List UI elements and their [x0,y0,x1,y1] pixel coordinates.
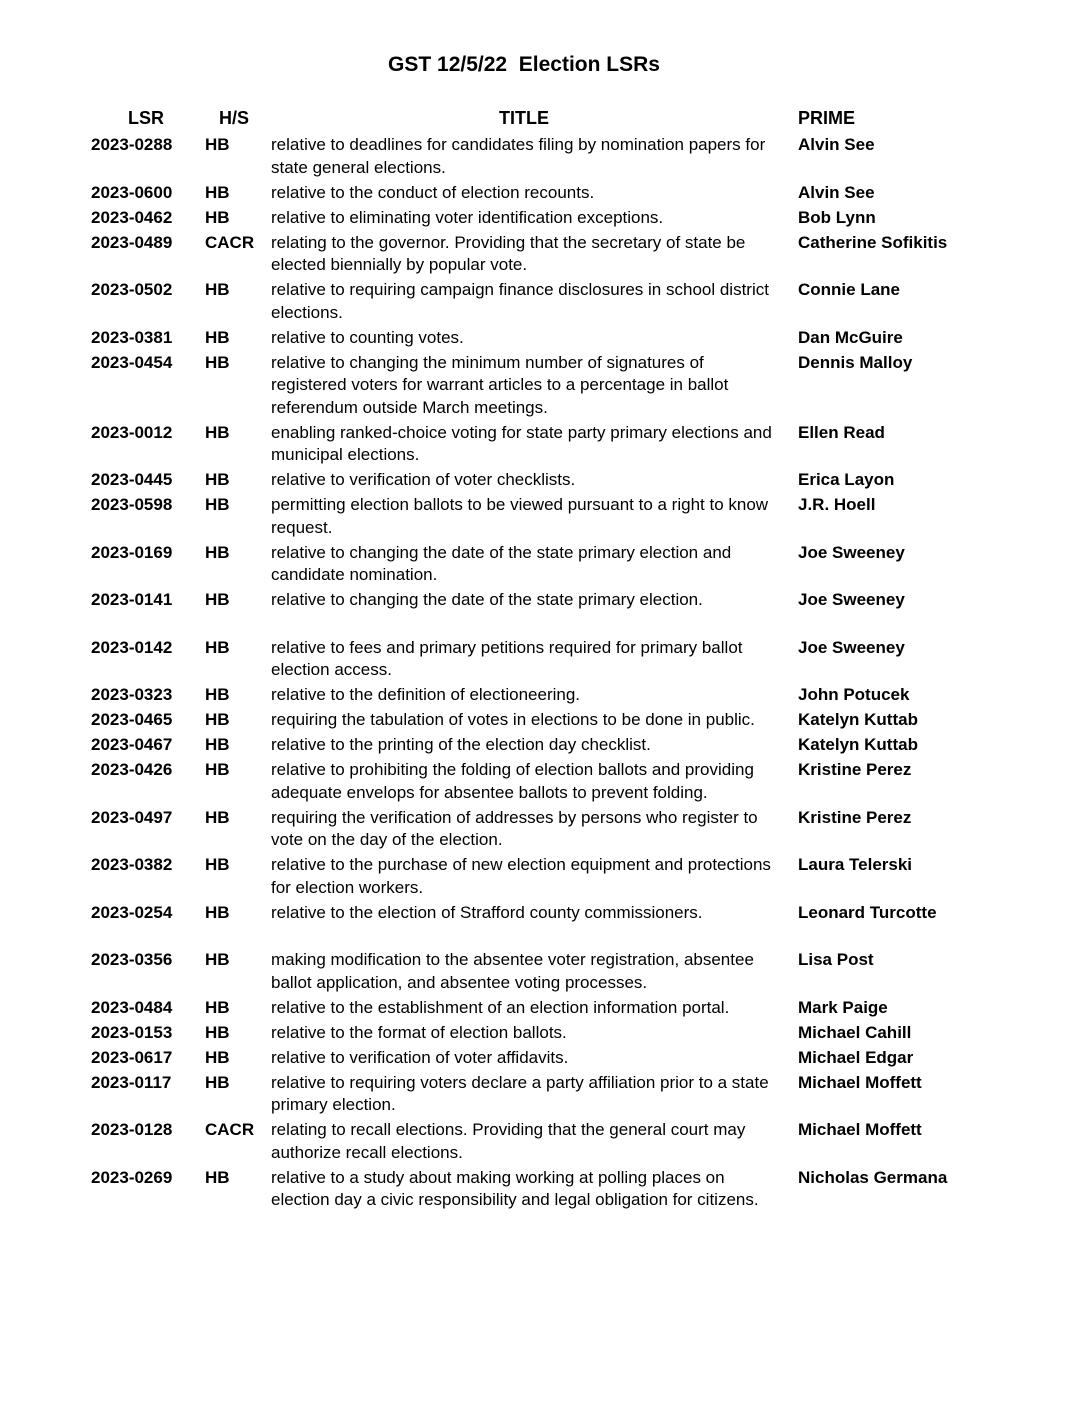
prime-cell: Katelyn Kuttab [798,710,918,729]
lsr-cell: 2023-0141 [91,590,173,609]
table-row [0,854,1088,902]
prime-cell: Nicholas Germana [798,1167,948,1187]
title-cell: relative to fees and primary petitions required for primary ballot election access. [271,637,743,679]
prime-cell: Alvin See [798,182,875,202]
table-row [0,494,1088,542]
table-row [0,589,1088,637]
title-cell: relative to the format of election ballots. [271,1022,567,1042]
title-cell: relative to counting votes. [271,327,464,347]
hs-cell: HB [205,352,230,372]
hs-cell: HB [205,1072,230,1092]
lsr-cell: 2023-0462 [91,207,173,227]
prime-cell: Catherine Sofikitis [798,232,948,252]
prime-cell: Alvin See [798,135,875,154]
column-header-hs: H/S [219,108,250,128]
prime-cell: Dennis Malloy [798,352,913,372]
table-row [0,1119,1088,1167]
title-cell: requiring the tabulation of votes in elections to be done in public. [271,710,755,729]
hs-cell: HB [205,135,230,154]
lsr-cell: 2023-0465 [91,710,173,729]
hs-cell: CACR [205,232,255,252]
title-cell: relative to eliminating voter identification exceptions. [271,207,664,227]
table-row [0,182,1088,207]
hs-cell: HB [205,1047,230,1067]
title-cell: relative to the conduct of election recounts. [271,182,595,202]
hs-cell: HB [205,590,230,609]
lsr-cell: 2023-0381 [91,327,173,347]
prime-cell: Dan McGuire [798,327,903,347]
title-cell: relative to the printing of the election day checklist. [271,735,651,754]
title-cell: relative to the establishment of an election information portal. [271,997,730,1017]
title-cell: relating to the governor. Providing that the secretary of state be elected biennially by popular vote. [271,232,746,274]
title-cell: making modification to the absentee voter registration, absentee ballot application, and absentee voting processes. [271,950,754,992]
hs-cell: HB [205,470,230,489]
table-row [0,709,1088,734]
lsr-cell: 2023-0012 [91,422,173,442]
hs-cell: HB [205,855,230,874]
title-cell: relative to the election of Strafford county commissioners. [271,902,703,922]
prime-cell: John Potucek [798,685,910,704]
table-row [0,1047,1088,1072]
lsr-cell: 2023-0288 [91,135,173,154]
lsr-cell: 2023-0117 [91,1072,172,1092]
table-row [0,807,1088,855]
hs-cell: HB [205,280,230,299]
prime-cell: Joe Sweeney [798,542,905,562]
prime-cell: Connie Lane [798,280,901,299]
prime-cell: Lisa Post [798,950,874,969]
prime-cell: Joe Sweeney [798,590,905,609]
lsr-cell: 2023-0617 [91,1047,173,1067]
lsr-cell: 2023-0356 [91,950,173,969]
prime-cell: Leonard Turcotte [798,902,937,922]
hs-cell: HB [205,685,230,704]
lsr-cell: 2023-0128 [91,1120,173,1139]
hs-cell: HB [205,495,230,514]
lsr-table [0,134,1088,1214]
table-row [0,134,1088,182]
prime-cell: J.R. Hoell [798,495,876,514]
table-row [0,997,1088,1022]
lsr-cell: 2023-0467 [91,735,173,754]
lsr-cell: 2023-0254 [91,902,173,922]
hs-cell: HB [205,207,230,227]
prime-cell: Erica Layon [798,470,895,489]
hs-cell: HB [205,637,230,657]
lsr-cell: 2023-0600 [91,182,173,202]
page-title: GST 12/5/22 Election LSRs [388,53,660,76]
prime-cell: Bob Lynn [798,207,876,227]
prime-cell: Michael Edgar [798,1047,914,1067]
title-cell: relative to verification of voter checklists. [271,470,576,489]
prime-cell: Joe Sweeney [798,637,905,657]
table-row [0,1167,1088,1215]
table-row [0,469,1088,494]
table-row [0,759,1088,807]
hs-cell: CACR [205,1120,255,1139]
table-row [0,902,1088,950]
table-row [0,684,1088,709]
lsr-cell: 2023-0484 [91,997,173,1017]
table-row [0,542,1088,590]
title-cell: relative to requiring voters declare a party affiliation prior to a state primary election. [271,1072,769,1114]
prime-cell: Kristine Perez [798,807,912,827]
table-row [0,352,1088,422]
table-row [0,207,1088,232]
prime-cell: Michael Cahill [798,1022,912,1042]
hs-cell: HB [205,950,230,969]
prime-cell: Ellen Read [798,422,885,442]
prime-cell: Laura Telerski [798,855,913,874]
table-row [0,232,1088,280]
hs-cell: HB [205,807,230,827]
title-cell: relative to prohibiting the folding of election ballots and providing adequate envelops for absentee ballots to prevent folding. [271,760,754,802]
title-cell: permitting election ballots to be viewed pursuant to a right to know request. [271,495,769,537]
title-cell: relative to changing the date of the state primary election. [271,590,703,609]
lsr-cell: 2023-0454 [91,352,173,372]
lsr-cell: 2023-0445 [91,470,173,489]
hs-cell: HB [205,1022,230,1042]
lsr-cell: 2023-0502 [91,280,173,299]
lsr-cell: 2023-0169 [91,542,173,562]
hs-cell: HB [205,735,230,754]
table-row [0,734,1088,759]
table-row [0,1072,1088,1120]
prime-cell: Michael Moffett [798,1072,922,1092]
hs-cell: HB [205,710,230,729]
hs-cell: HB [205,902,230,922]
hs-cell: HB [205,182,230,202]
table-row [0,327,1088,352]
hs-cell: HB [205,1167,230,1187]
table-row [0,949,1088,997]
lsr-cell: 2023-0153 [91,1022,173,1042]
table-row [0,637,1088,685]
prime-cell: Kristine Perez [798,760,912,779]
table-row [0,1022,1088,1047]
title-cell: relative to a study about making working at polling places on election day a civic responsibility and legal obligation for citizens. [271,1167,759,1209]
lsr-cell: 2023-0426 [91,760,173,779]
prime-cell: Mark Paige [798,997,888,1017]
title-cell: relative to the definition of electioneering. [271,685,581,704]
lsr-cell: 2023-0323 [91,685,173,704]
column-header-title: TITLE [499,108,549,128]
title-cell: relative to the purchase of new election equipment and protections for election workers. [271,855,771,897]
column-header-lsr: LSR [128,108,164,128]
lsr-cell: 2023-0142 [91,637,173,657]
prime-cell: Katelyn Kuttab [798,735,918,754]
title-cell: relative to requiring campaign finance disclosures in school district elections. [271,280,769,322]
lsr-cell: 2023-0269 [91,1167,173,1187]
title-cell: requiring the verification of addresses by persons who register to vote on the day of the election. [271,807,758,849]
title-cell: relative to changing the minimum number of signatures of registered voters for warrant articles to a percentage in ballot referendum outside March meetings. [271,352,729,417]
hs-cell: HB [205,760,230,779]
table-row [0,422,1088,470]
hs-cell: HB [205,327,230,347]
lsr-cell: 2023-0489 [91,232,173,252]
prime-cell: Michael Moffett [798,1120,922,1139]
title-cell: relative to verification of voter affidavits. [271,1047,569,1067]
hs-cell: HB [205,542,230,562]
title-cell: relating to recall elections. Providing that the general court may authorize recall elections. [271,1120,746,1162]
lsr-cell: 2023-0497 [91,807,173,827]
lsr-cell: 2023-0598 [91,495,173,514]
column-header-prime: PRIME [798,108,856,128]
lsr-cell: 2023-0382 [91,855,173,874]
hs-cell: HB [205,422,230,442]
title-cell: relative to changing the date of the state primary election and candidate nomination. [271,542,732,584]
hs-cell: HB [205,997,230,1017]
title-cell: enabling ranked-choice voting for state party primary elections and municipal elections. [271,422,772,464]
title-cell: relative to deadlines for candidates filing by nomination papers for state general elections. [271,135,766,177]
table-row [0,279,1088,327]
